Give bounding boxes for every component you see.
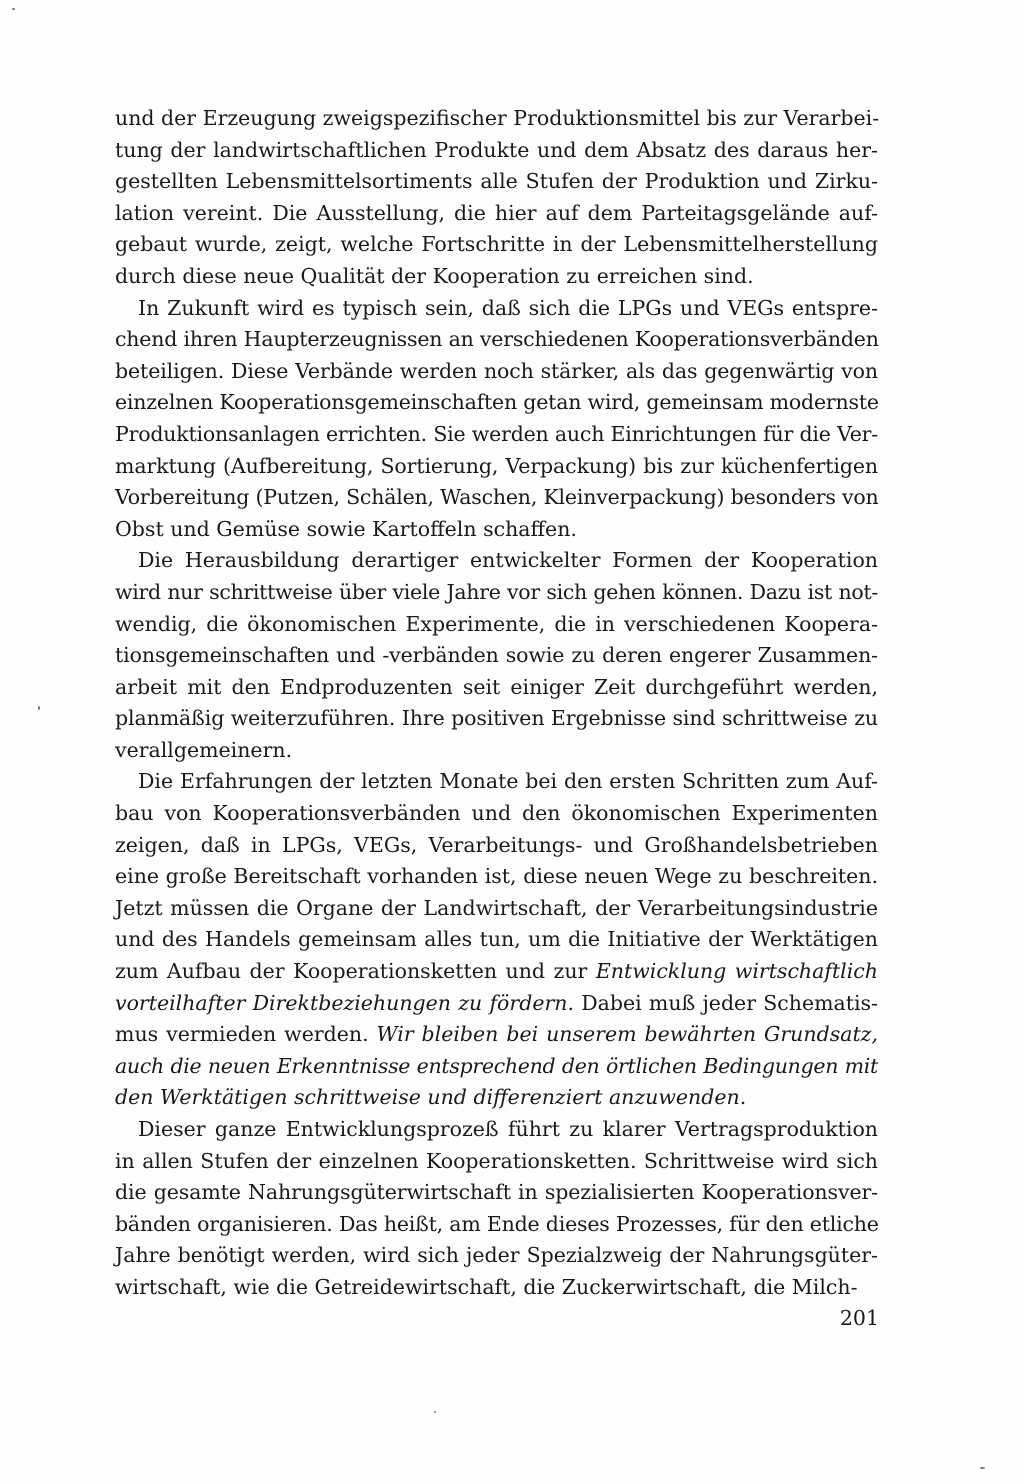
scan-speck — [434, 1411, 436, 1413]
scan-speck — [38, 706, 40, 710]
text-line — [115, 798, 878, 830]
paragraph — [115, 293, 878, 546]
text-line — [115, 261, 878, 293]
emphasis-text: Entwicklung wirtschaftlich — [595, 959, 878, 984]
text-run: beteiligen. Diese Verbände werden noch stärker, als das gegenwärtig von — [115, 358, 878, 383]
text-run: Produktionsanlagen errichten. Sie werden auch Einrichtungen für die Ver- — [115, 421, 878, 446]
text-run: marktung (Aufbereitung, Sortierung, Verpackung) bis zur küchenfertigen — [115, 453, 878, 478]
text-line — [115, 1209, 878, 1241]
text-line — [115, 356, 878, 388]
text-line — [115, 1082, 878, 1114]
text-line — [115, 514, 878, 546]
text-run: durch diese neue Qualität der Kooperation zu erreichen sind. — [115, 263, 754, 288]
text-run: zum Aufbau der Kooperationsketten und zur — [115, 959, 596, 984]
text-line — [115, 387, 878, 419]
text-line — [115, 419, 878, 451]
text-run: Jahre benötigt werden, wird sich jeder Spezialzweig der Nahrungsgüter- — [115, 1243, 878, 1268]
text-line — [115, 893, 878, 925]
text-line — [115, 451, 878, 483]
text-line — [115, 861, 878, 893]
text-line — [115, 229, 878, 261]
text-line — [115, 135, 878, 167]
text-line — [115, 924, 878, 956]
text-run: zeigen, daß in LPGs, VEGs, Verarbeitungs- und Großhandelsbetrieben — [115, 832, 878, 857]
paragraph — [115, 1114, 878, 1304]
text-line — [115, 956, 878, 988]
text-line — [115, 1272, 878, 1304]
text-run: mus vermieden werden. — [115, 1022, 377, 1047]
text-run: planmäßig weiterzuführen. Ihre positiven Ergebnisse sind schrittweise zu — [115, 706, 878, 731]
text-line — [115, 1146, 878, 1178]
text-line — [115, 830, 878, 862]
paragraph — [115, 103, 878, 293]
text-run: Die Herausbildung derartiger entwickelter Formen der Kooperation — [138, 548, 878, 573]
text-run: tionsgemeinschaften und -verbänden sowie zu deren engerer Zusammen- — [115, 643, 878, 668]
text-line — [115, 703, 878, 735]
text-run: die gesamte Nahrungsgüterwirtschaft in spezialisierten Kooperationsver- — [115, 1180, 878, 1205]
text-line — [115, 1240, 878, 1272]
text-run: wirtschaft, wie die Getreidewirtschaft, die Zuckerwirtschaft, die Milch- — [115, 1274, 858, 1299]
text-line — [115, 545, 878, 577]
text-run: lation vereint. Die Ausstellung, die hier auf dem Parteitagsgelände auf- — [115, 200, 878, 225]
text-run: Dieser ganze Entwicklungsprozeß führt zu klarer Vertragsproduktion — [138, 1117, 878, 1141]
page-number: 201 — [839, 1306, 879, 1330]
text-line — [115, 482, 878, 514]
paragraph — [115, 766, 878, 1114]
text-run: in allen Stufen der einzelnen Kooperationsketten. Schrittweise wird sich — [115, 1148, 878, 1173]
text-run: eine große Bereitschaft vorhanden ist, diese neuen Wege zu beschreiten. — [115, 864, 878, 889]
text-run: verallgemeinern. — [115, 737, 293, 762]
emphasis-text: auch die neuen Erkenntnisse entsprechend den örtlichen Bedingungen mit — [115, 1053, 878, 1078]
text-line — [115, 103, 878, 135]
text-line — [115, 324, 878, 356]
text-line — [115, 735, 878, 767]
text-run: einzelnen Kooperationsgemeinschaften getan wird, gemeinsam modernste — [115, 390, 879, 415]
text-line — [115, 198, 878, 230]
text-run: Die Erfahrungen der letzten Monate bei den ersten Schritten zum Auf- — [138, 769, 878, 794]
paragraph — [115, 545, 878, 766]
text-run: tung der landwirtschaftlichen Produkte und dem Absatz des daraus her- — [115, 137, 878, 162]
text-line — [115, 766, 878, 798]
text-line — [115, 577, 878, 609]
text-line — [115, 166, 878, 198]
scan-speck — [980, 1467, 985, 1469]
text-line — [115, 1019, 878, 1051]
text-run: wird nur schrittweise über viele Jahre vor sich gehen können. Dazu ist not- — [115, 579, 878, 604]
text-run: Jetzt müssen die Organe der Landwirtschaft, der Verarbeitungsindustrie — [115, 895, 878, 920]
text-run: wendig, die ökonomischen Experimente, die in verschiedenen Koopera- — [115, 611, 878, 636]
text-line — [115, 1114, 878, 1146]
text-run: Dabei muß jeder Schematis- — [573, 990, 878, 1015]
text-line — [115, 640, 878, 672]
scan-speck — [12, 8, 15, 10]
text-run: chend ihren Haupterzeugnissen an verschiedenen Kooperationsverbänden — [115, 327, 879, 352]
body-text — [115, 103, 878, 1304]
text-run: und der Erzeugung zweigspezifischer Produktionsmittel bis zur Verarbei- — [115, 106, 880, 130]
text-run: In Zukunft wird es typisch sein, daß sich die LPGs und VEGs entspre- — [138, 295, 878, 320]
text-line — [115, 293, 878, 325]
text-run: gebaut wurde, zeigt, welche Fortschritte in der Lebensmittelherstellung — [115, 232, 878, 257]
text-line — [115, 672, 878, 704]
text-run: bänden organisieren. Das heißt, am Ende dieses Prozesses, für den etliche — [115, 1211, 879, 1236]
text-run: Vorbereitung (Putzen, Schälen, Waschen, Kleinverpackung) besonders von — [115, 485, 879, 510]
emphasis-text: vorteilhafter Direktbeziehungen zu fördern. — [115, 990, 574, 1015]
text-run: bau von Kooperationsverbänden und den ökonomischen Experimenten — [115, 801, 878, 826]
text-run: und des Handels gemeinsam alles tun, um die Initiative der Werktätigen — [115, 927, 878, 952]
emphasis-text: Wir bleiben bei unserem bewährten Grundsatz, — [376, 1022, 878, 1047]
text-line — [115, 1177, 878, 1209]
emphasis-text: den Werktätigen schrittweise und differenziert anzuwenden. — [115, 1085, 747, 1110]
text-line — [115, 988, 878, 1020]
text-line — [115, 1051, 878, 1083]
text-run: gestellten Lebensmittelsortiments alle Stufen der Produktion und Zirku- — [115, 169, 878, 194]
text-run: Obst und Gemüse sowie Kartoffeln schaffen. — [115, 516, 577, 541]
text-line — [115, 609, 878, 641]
text-run: arbeit mit den Endproduzenten seit einiger Zeit durchgeführt werden, — [115, 674, 878, 699]
